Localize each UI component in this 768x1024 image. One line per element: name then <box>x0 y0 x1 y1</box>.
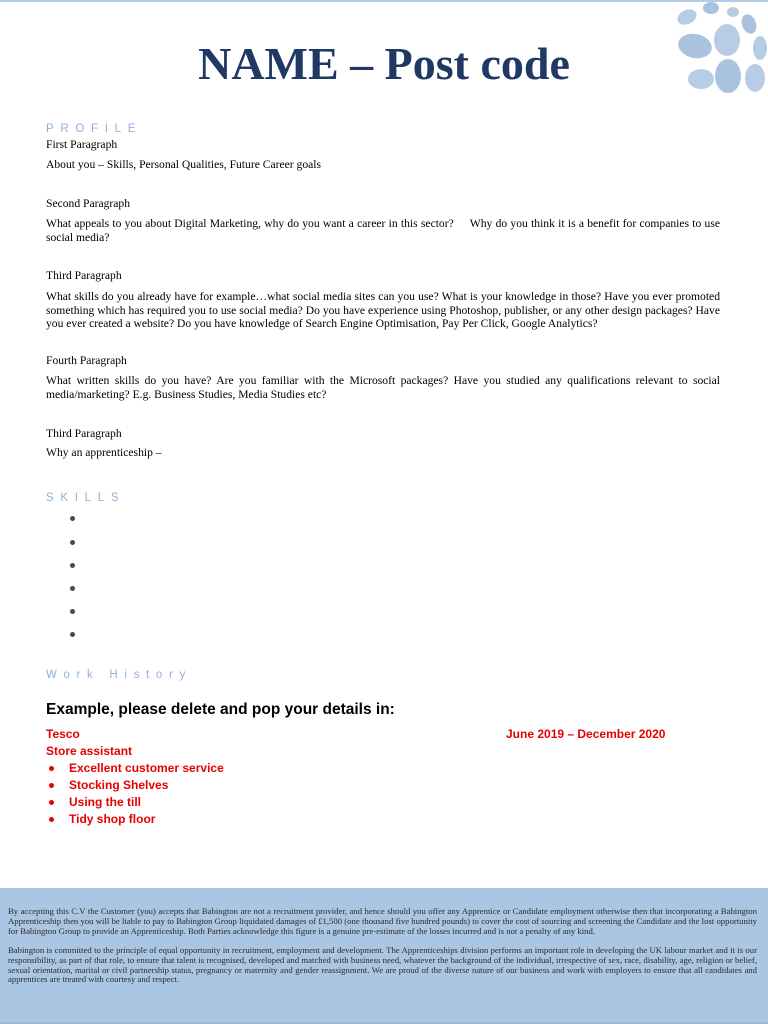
duty-item <box>46 794 720 811</box>
paragraph-text: What appeals to you about Digital Marketing, why do you want a career in this sector? Why do you think it is a benefit for companies to use social media? <box>46 217 723 244</box>
bullet-icon <box>49 817 54 822</box>
paragraph-label: Fourth Paragraph <box>46 354 127 367</box>
paragraph-label: Second Paragraph <box>46 197 131 210</box>
skills-list <box>46 507 720 646</box>
employer-name: Tesco <box>46 726 80 741</box>
work-entry <box>46 726 720 828</box>
job-role: Store assistant <box>46 743 133 758</box>
bullet-icon <box>49 766 54 771</box>
paragraph-label: First Paragraph <box>46 138 118 151</box>
bullet-icon <box>70 586 75 591</box>
bullet-icon <box>49 783 54 788</box>
bullet-icon <box>70 632 75 637</box>
decorative-oval <box>727 7 739 17</box>
bullet-icon <box>70 516 75 521</box>
paragraph-label: Third Paragraph <box>46 427 122 440</box>
skill-item <box>46 577 720 600</box>
skill-item <box>46 623 720 646</box>
document-title: NAME – Post code <box>198 38 570 89</box>
paragraph-text: What skills do you already have for example…what social media sites can you use? What is your knowledge in those? Have you ever promoted something which has required you to use social media? Do you have experience using Photoshop, publisher, or any other design packages? Have you ever created a website? Do you have knowledge of Search Engine Optimisation, Pay Per Click, Google Analytics? <box>46 290 723 331</box>
decorative-oval <box>739 12 759 36</box>
duty-text: Stocking Shelves <box>69 777 169 792</box>
work-history-heading: Work History <box>46 669 192 681</box>
paragraph-label: Third Paragraph <box>46 269 122 282</box>
duty-text: Excellent customer service <box>69 760 224 775</box>
footer-disclaimer: By accepting this C.V the Customer (you) accepts that Babington are not a recruitment provider, and hence should you offer any Apprentice or Candidate employment otherwise then that incorporating a Babington Apprenticeship then you will be liable to pay to Babington Group liquidated damages of £1,500 (one thousand five hundred pounds) to cover the cost of sourcing and screening the Candidate and the lost opportunity for Babington Group to provide an Apprenticeship. Both Parties acknowledge this figure is a genuine pre-estimate of the losses incurred and is not a penalty of any kind. <box>8 906 757 936</box>
duty-text: Tidy shop floor <box>69 811 156 826</box>
skill-item <box>46 554 720 577</box>
work-entry-header <box>46 726 720 743</box>
employment-dates: June 2019 – December 2020 <box>506 726 666 741</box>
decorative-oval <box>703 2 719 14</box>
top-border-line <box>0 0 768 2</box>
paragraph-text: Why an apprenticeship – <box>46 446 162 459</box>
legal-footer <box>0 888 768 1024</box>
duty-item <box>46 811 720 828</box>
profile-heading: PROFILE <box>46 123 143 135</box>
duty-item <box>46 777 720 794</box>
bullet-icon <box>49 800 54 805</box>
duty-item <box>46 760 720 777</box>
decorative-oval <box>675 6 699 27</box>
work-history-instruction: Example, please delete and pop your details in: <box>46 701 395 718</box>
skill-item <box>46 507 720 530</box>
duty-text: Using the till <box>69 794 141 809</box>
paragraph-text: About you – Skills, Personal Qualities, Future Career goals <box>46 158 321 171</box>
skill-item <box>46 531 720 554</box>
footer-equal-opportunity: Babington is committed to the principle of equal opportunity in recruitment, employment and development. The Apprenticeships division performs an important role in developing the UK labour market and it is our responsibility, as part of that role, to ensure that talent is recognised, developed and matched with business need, whatever the background of the individual, irrespective of sex, race, disability, age, religion or belief, sexual orientation, marital or civil partnership status, pregnancy or maternity and gender reassignment. We are proud of the diverse nature of our business and work with employers to ensure that all candidates and apprentices are treated with courtesy and respect. <box>8 944 757 985</box>
skill-item <box>46 600 720 623</box>
paragraph-text: What written skills do you have? Are you familiar with the Microsoft packages? Have you studied any qualifications relevant to social media/marketing? E.g. Business Studies, Media Studies etc? <box>46 374 723 401</box>
bullet-icon <box>70 540 75 545</box>
bullet-icon <box>70 563 75 568</box>
skills-heading: SKILLS <box>46 492 126 504</box>
bullet-icon <box>70 609 75 614</box>
